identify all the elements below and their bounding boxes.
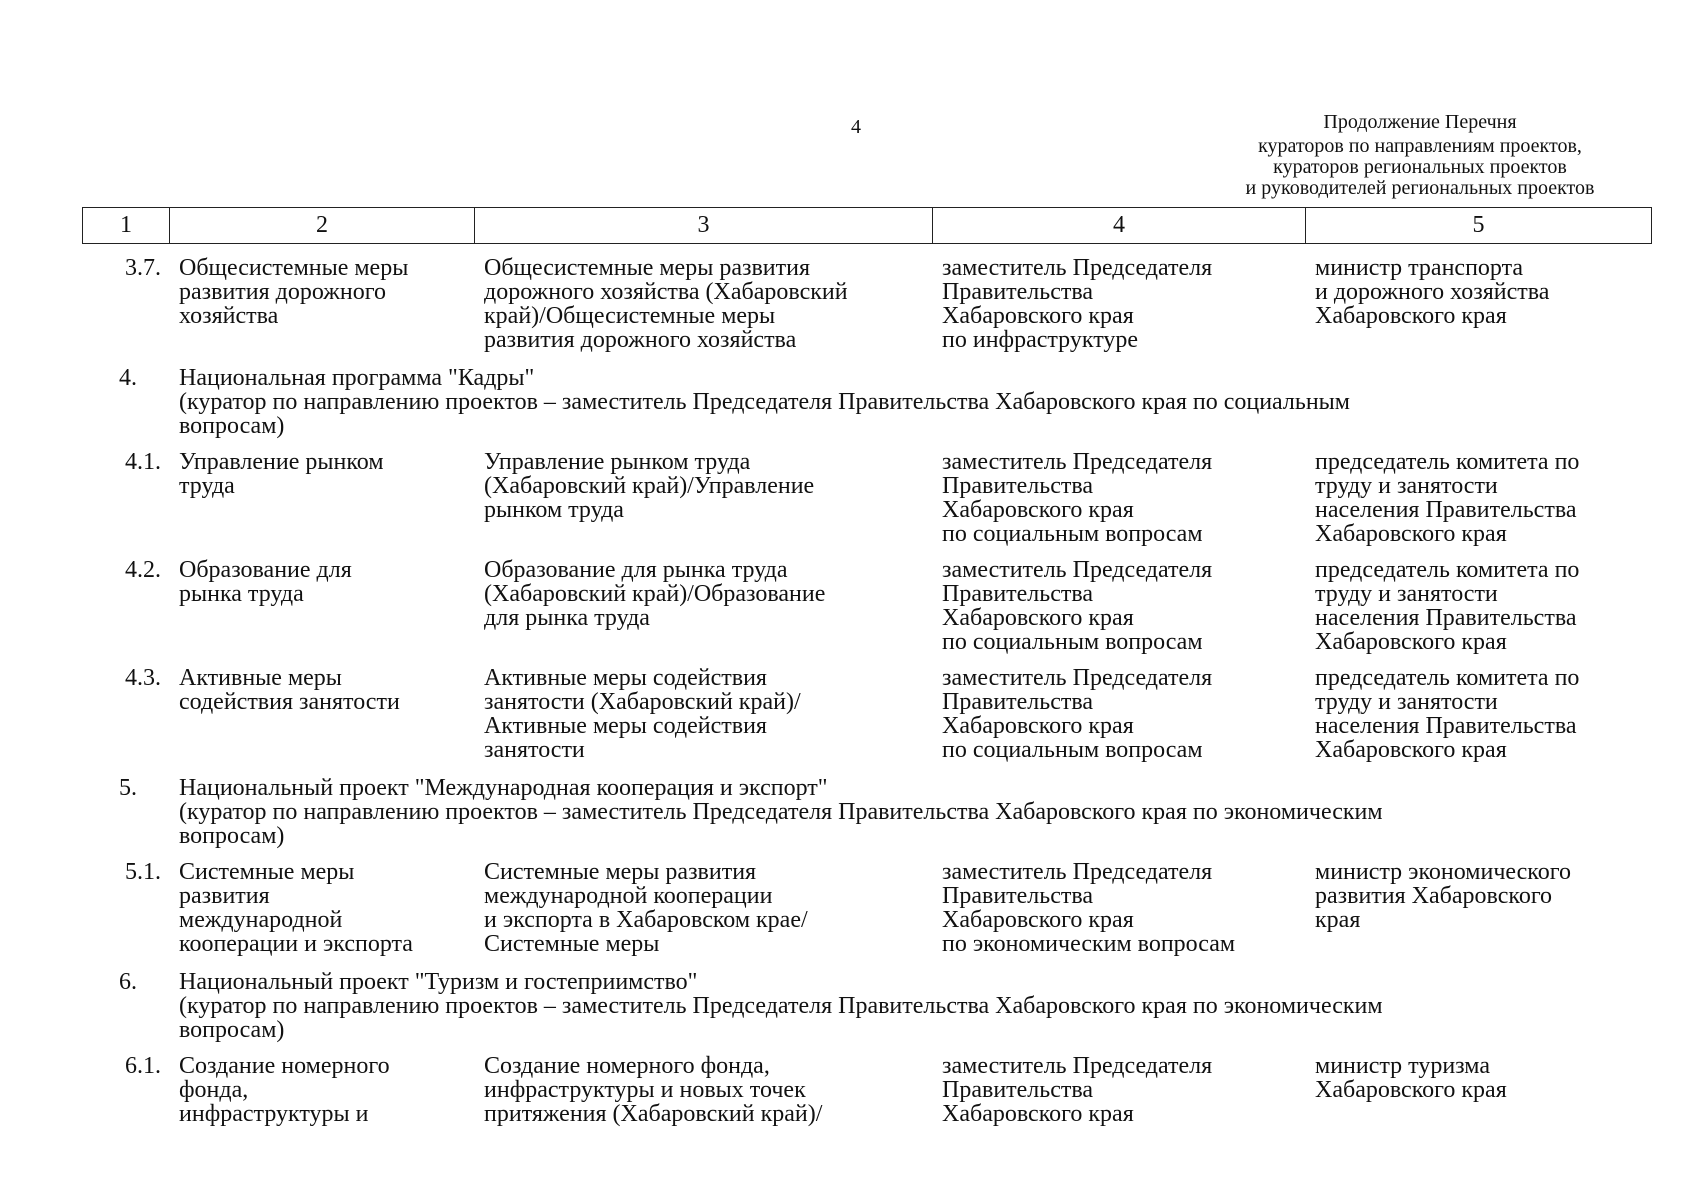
cell-line: труду и занятости: [1315, 473, 1498, 499]
cell-line: Общесистемные меры: [179, 255, 409, 281]
cell-line: председатель комитета по: [1315, 665, 1580, 691]
cell-line: Правительства: [942, 1077, 1094, 1103]
table-row: [82, 450, 1652, 546]
cell-line: Правительства: [942, 883, 1094, 909]
project-name-cell: [169, 558, 474, 654]
curator-cell: [932, 860, 1305, 956]
cell-line: по социальным вопросам: [942, 737, 1203, 763]
project-name-cell: [169, 256, 474, 352]
section-text: [169, 776, 1383, 848]
head-cell: [1305, 860, 1645, 956]
cell-line: Хабаровского края: [942, 713, 1134, 739]
section-number: 6.: [119, 969, 137, 995]
cell-line: Хабаровского края: [942, 303, 1134, 329]
row-number: 4.2.: [125, 557, 161, 583]
cell-line: (Хабаровский край)/Управление: [484, 473, 815, 499]
project-name-cell: [169, 450, 474, 546]
cell-line: развития: [179, 883, 270, 909]
cell-line: заместитель Председателя: [942, 557, 1213, 583]
section-line: (куратор по направлению проектов – заместитель Председателя Правительства Хабаровского края по социальным: [179, 389, 1350, 415]
head-cell: [1305, 558, 1645, 654]
cell-line: Хабаровского края: [1315, 303, 1507, 329]
continuation-line: кураторов по направлениям проектов,: [1258, 135, 1582, 157]
cell-line: фонда,: [179, 1077, 249, 1103]
continuation-note: [1180, 110, 1660, 199]
cell-line: рынком труда: [484, 497, 624, 523]
regional-project-cell: [474, 558, 932, 654]
cell-line: занятости: [484, 737, 585, 763]
regional-project-cell: [474, 450, 932, 546]
cell-line: инфраструктуры и: [179, 1101, 369, 1127]
row-number: 6.1.: [125, 1053, 161, 1079]
section-heading: [82, 366, 1652, 438]
cell-line: международной кооперации: [484, 883, 773, 909]
curator-cell: [932, 558, 1305, 654]
header-cell: 5: [1472, 212, 1485, 238]
page-number: 4: [851, 116, 861, 138]
cell-line: Системные меры: [484, 931, 660, 957]
cell-line: край)/Общесистемные меры: [484, 303, 776, 329]
cell-line: Управление рынком труда: [484, 449, 751, 475]
table-body: [82, 256, 1652, 1126]
cell-line: труду и занятости: [1315, 689, 1498, 715]
curator-cell: [932, 1054, 1305, 1126]
project-name-cell: [169, 666, 474, 762]
cell-line: Активные меры: [179, 665, 342, 691]
cell-line: Системные меры: [179, 859, 355, 885]
cell-line: развития Хабаровского: [1315, 883, 1553, 909]
cell-line: министр экономического: [1315, 859, 1571, 885]
section-number: 4.: [119, 365, 137, 391]
section-number: 5.: [119, 775, 137, 801]
cell-line: развития дорожного: [179, 279, 386, 305]
row-number: 5.1.: [125, 859, 161, 885]
head-cell: [1305, 256, 1645, 352]
cell-line: председатель комитета по: [1315, 449, 1580, 475]
cell-line: международной: [179, 907, 343, 933]
cell-line: развития дорожного хозяйства: [484, 327, 797, 353]
project-name-cell: [169, 860, 474, 956]
cell-line: заместитель Председателя: [942, 665, 1213, 691]
header-cell: 3: [475, 208, 933, 243]
cell-line: хозяйства: [179, 303, 279, 329]
table-row: [82, 558, 1652, 654]
cell-line: притяжения (Хабаровский край)/: [484, 1101, 823, 1127]
cell-line: рынка труда: [179, 581, 304, 607]
cell-line: Правительства: [942, 581, 1094, 607]
cell-line: края: [1315, 907, 1361, 933]
cell-line: содействия занятости: [179, 689, 400, 715]
cell-line: Хабаровского края: [1315, 521, 1507, 547]
cell-line: (Хабаровский край)/Образование: [484, 581, 826, 607]
continuation-title: Продолжение Перечня: [1323, 111, 1517, 133]
cell-line: Хабаровского края: [1315, 737, 1507, 763]
section-line: (куратор по направлению проектов – заместитель Председателя Правительства Хабаровского края по экономическим: [179, 993, 1383, 1019]
cell-line: населения Правительства: [1315, 497, 1577, 523]
cell-line: председатель комитета по: [1315, 557, 1580, 583]
table-header: [82, 207, 1652, 244]
cell-line: Хабаровского края: [1315, 629, 1507, 655]
cell-line: Активные меры содействия: [484, 713, 767, 739]
head-cell: [1305, 666, 1645, 762]
table-row: [82, 860, 1652, 956]
header-cell: 1: [83, 208, 170, 243]
table-row: [82, 666, 1652, 762]
section-text: [169, 366, 1350, 438]
curator-cell: [932, 666, 1305, 762]
cell-line: Правительства: [942, 473, 1094, 499]
head-cell: [1305, 450, 1645, 546]
cell-line: заместитель Председателя: [942, 255, 1213, 281]
cell-line: заместитель Председателя: [942, 449, 1213, 475]
cell-line: Общесистемные меры развития: [484, 255, 811, 281]
cell-line: Хабаровского края: [1315, 1077, 1507, 1103]
regional-project-cell: [474, 1054, 932, 1126]
curator-cell: [932, 450, 1305, 546]
section-line: вопросам): [179, 823, 285, 849]
continuation-line: и руководителей региональных проектов: [1245, 177, 1595, 199]
section-line: Национальный проект "Международная кооперация и экспорт": [179, 775, 828, 801]
project-name-cell: [169, 1054, 474, 1126]
cell-line: министр транспорта: [1315, 255, 1524, 281]
cell-line: Создание номерного фонда,: [484, 1053, 770, 1079]
section-line: (куратор по направлению проектов – заместитель Председателя Правительства Хабаровского края по экономическим: [179, 799, 1383, 825]
cell-line: по социальным вопросам: [942, 629, 1203, 655]
cell-line: инфраструктуры и новых точек: [484, 1077, 806, 1103]
cell-line: министр туризма: [1315, 1053, 1490, 1079]
cell-line: Правительства: [942, 279, 1094, 305]
cell-line: Правительства: [942, 689, 1094, 715]
section-text: [169, 970, 1383, 1042]
section-line: вопросам): [179, 413, 285, 439]
cell-line: Хабаровского края: [942, 497, 1134, 523]
table-row: [82, 256, 1652, 352]
cell-line: Хабаровского края: [942, 1101, 1134, 1127]
cell-line: труду и занятости: [1315, 581, 1498, 607]
cell-line: Хабаровского края: [942, 907, 1134, 933]
section-heading: [82, 970, 1652, 1042]
cell-line: по экономическим вопросам: [942, 931, 1236, 957]
cell-line: для рынка труда: [484, 605, 650, 631]
cell-line: занятости (Хабаровский край)/: [484, 689, 801, 715]
row-number: 4.1.: [125, 449, 161, 475]
regional-project-cell: [474, 666, 932, 762]
section-line: Национальная программа "Кадры": [179, 365, 535, 391]
cell-line: Создание номерного: [179, 1053, 390, 1079]
cell-line: и экспорта в Хабаровском крае/: [484, 907, 808, 933]
cell-line: по социальным вопросам: [942, 521, 1203, 547]
cell-line: труда: [179, 473, 235, 499]
continuation-line: кураторов региональных проектов: [1273, 156, 1567, 178]
head-cell: [1305, 1054, 1645, 1126]
regional-project-cell: [474, 860, 932, 956]
section-line: вопросам): [179, 1017, 285, 1043]
cell-line: кооперации и экспорта: [179, 931, 413, 957]
cell-line: Образование для: [179, 557, 352, 583]
header-cell: 4: [933, 208, 1306, 243]
section-heading: [82, 776, 1652, 848]
cell-line: населения Правительства: [1315, 605, 1577, 631]
row-number: 3.7.: [125, 255, 161, 281]
curator-cell: [932, 256, 1305, 352]
table-row: [82, 1054, 1652, 1126]
cell-line: заместитель Председателя: [942, 1053, 1213, 1079]
cell-line: Образование для рынка труда: [484, 557, 788, 583]
cell-line: Хабаровского края: [942, 605, 1134, 631]
section-line: Национальный проект "Туризм и гостеприимство": [179, 969, 698, 995]
regional-project-cell: [474, 256, 932, 352]
cell-line: заместитель Председателя: [942, 859, 1213, 885]
cell-line: по инфраструктуре: [942, 327, 1139, 353]
header-cell: 2: [170, 208, 475, 243]
cell-line: Системные меры развития: [484, 859, 757, 885]
row-number: 4.3.: [125, 665, 161, 691]
cell-line: Активные меры содействия: [484, 665, 767, 691]
cell-line: и дорожного хозяйства: [1315, 279, 1550, 305]
cell-line: дорожного хозяйства (Хабаровский: [484, 279, 848, 305]
cell-line: Управление рынком: [179, 449, 384, 475]
cell-line: населения Правительства: [1315, 713, 1577, 739]
